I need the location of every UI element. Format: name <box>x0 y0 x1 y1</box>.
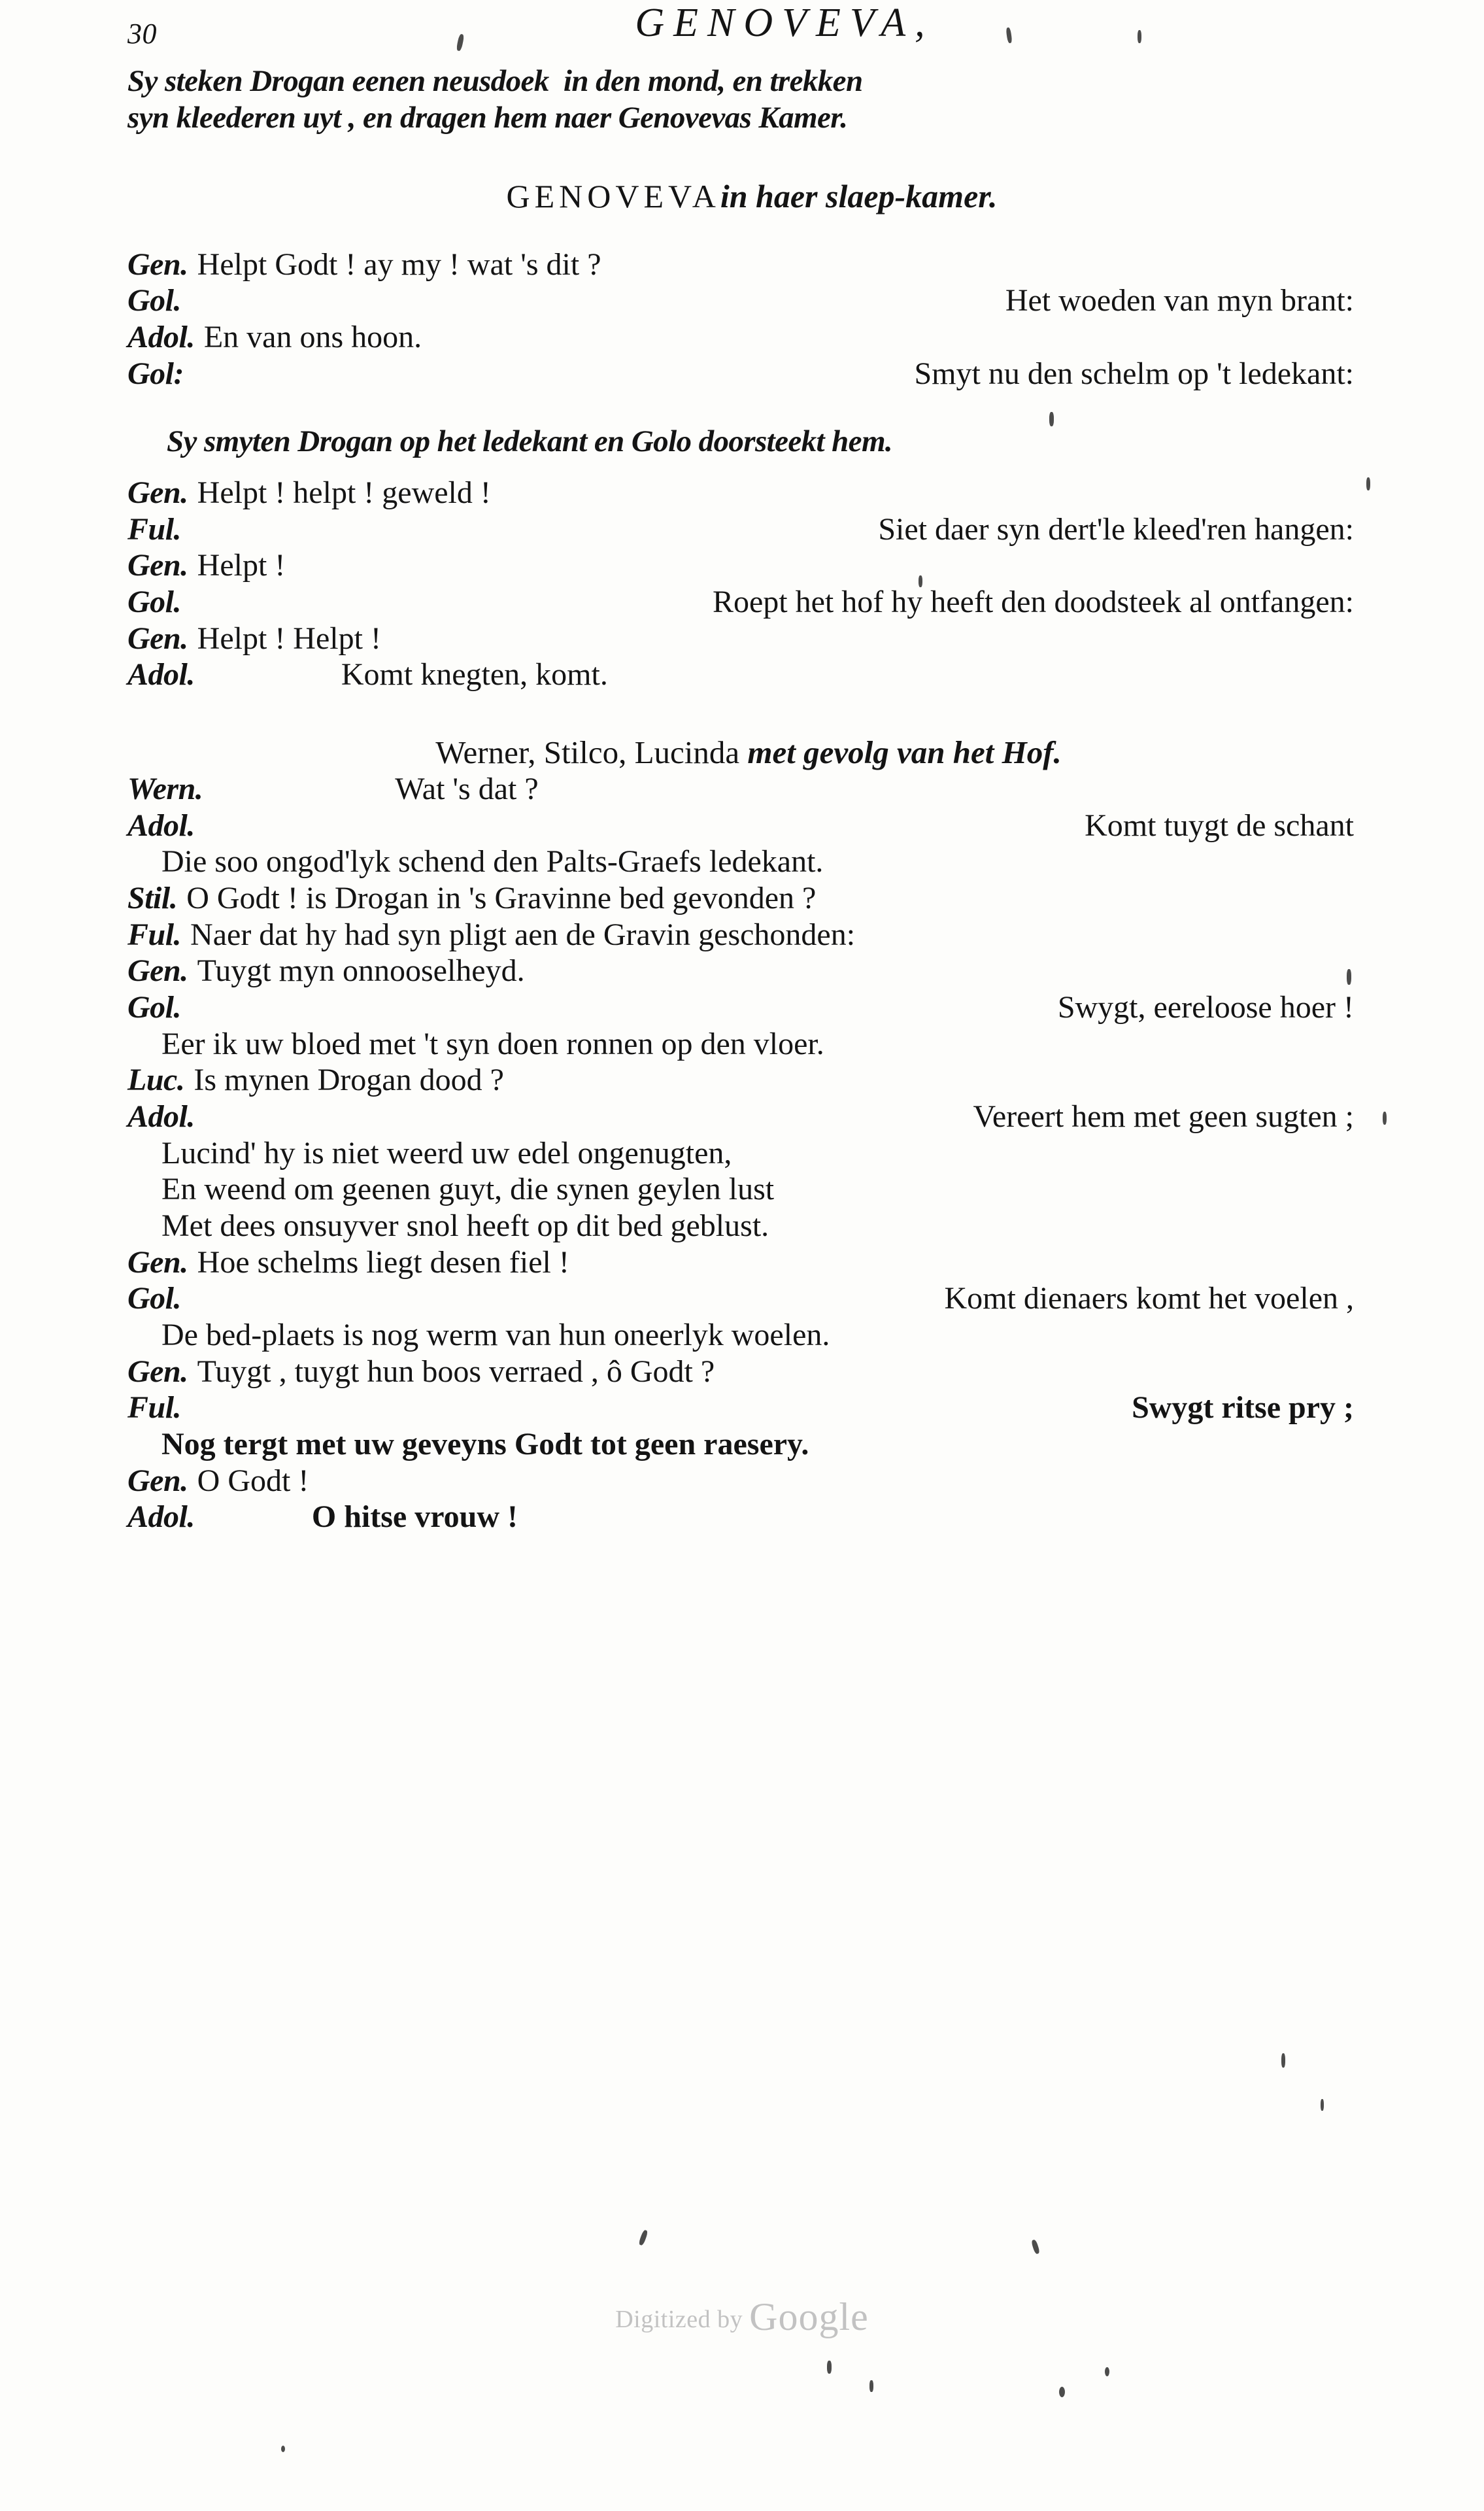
speaker-label: Adol. <box>127 320 195 355</box>
dialogue-text: Smyt nu den schelm op 't ledekant: <box>914 356 1354 391</box>
text-block <box>127 0 1357 1535</box>
dialogue-text: Komt dienaers komt het voelen , <box>944 1281 1354 1316</box>
dialogue-text: Hoe schelms liegt desen fiel ! <box>197 1244 569 1280</box>
scan-speckle <box>1059 2387 1065 2397</box>
dialogue-text: Komt tuygt de schant <box>1085 808 1354 843</box>
dialogue-text: Siet daer syn dert'le kleed'ren hangen: <box>878 511 1354 547</box>
dialogue-line <box>127 1499 1357 1535</box>
speaker-label: Gen. <box>127 247 188 282</box>
scan-speckle <box>1383 1112 1387 1125</box>
dialogue-line <box>127 247 1357 283</box>
dialogue-line <box>127 1062 1357 1099</box>
dialogue-text: En van ons hoon. <box>203 320 422 355</box>
verse-continuation-line: Lucind' hy is niet weerd uw edel ongenugten, <box>161 1135 732 1170</box>
scan-speckle <box>827 2361 832 2374</box>
dialogue-line <box>127 1280 1357 1317</box>
speaker-label: Stil. <box>127 880 178 915</box>
dialogue-line <box>127 1390 1357 1426</box>
digitized-by-google-watermark <box>0 2295 1484 2340</box>
verse-continuation-line: De bed-plaets is nog werm van hun oneerlyk woelen. <box>161 1317 830 1352</box>
dialogue-text: Helpt ! <box>197 548 286 583</box>
dialogue-line <box>127 808 1357 844</box>
dialogue-text: Is mynen Drogan dood ? <box>194 1063 504 1098</box>
scan-speckle <box>1281 2053 1285 2068</box>
scan-speckle <box>869 2380 873 2392</box>
dialogue-line <box>127 584 1357 621</box>
watermark-prefix: Digitized by <box>615 2306 743 2333</box>
speaker-label: Gol. <box>127 1281 181 1316</box>
scan-speckle <box>1366 477 1370 490</box>
dialogue-text: Tuygt , tuygt hun boos verraed , ô Godt ? <box>197 1354 715 1389</box>
dialogue-text: Helpt ! Helpt ! <box>197 621 381 656</box>
speaker-label: Gen. <box>127 1354 188 1389</box>
scan-speckle <box>281 2446 285 2452</box>
dialogue-text: Helpt ! helpt ! geweld ! <box>197 475 491 510</box>
dialogue-text: O Godt ! is Drogan in 's Gravinne bed gevonden ? <box>186 880 817 915</box>
page-header <box>127 0 1357 63</box>
stage-direction-stabbing: Sy smyten Drogan op het ledekant en Golo doorsteekt hem. <box>167 424 893 459</box>
dialogue-text: Het woeden van myn brant: <box>1005 283 1354 318</box>
dialogue-line <box>127 917 1357 953</box>
speaker-label: Adol. <box>127 1099 195 1134</box>
entrance-retinue-note: met gevolg van het Hof. <box>747 734 1062 770</box>
speaker-label: Adol. <box>127 657 195 692</box>
dialogue-text: Roept het hof hy heeft den doodsteek al ontfangen: <box>712 584 1354 619</box>
speaker-label: Ful. <box>127 511 182 547</box>
running-head-title: GENOVEVA, <box>635 1 934 45</box>
stage-direction-opening-line-1: Sy steken Drogan eenen neusdoek in den mond, en trekken <box>127 64 863 98</box>
dialogue-line <box>127 1244 1357 1281</box>
dialogue-line <box>127 319 1357 356</box>
scan-speckle <box>1105 2367 1109 2376</box>
speaker-label: Gen. <box>127 621 188 656</box>
dialogue-line <box>127 1463 1357 1499</box>
entrance-character-names: Werner, Stilco, Lucinda <box>435 734 740 770</box>
dialogue-text: Wat 's dat ? <box>395 771 539 806</box>
speaker-label: Gen. <box>127 1463 188 1498</box>
speaker-label: Luc. <box>127 1063 185 1098</box>
dialogue-line <box>127 657 1357 693</box>
verse-continuation-line: Eer ik uw bloed met 't syn doen ronnen op den vloer. <box>161 1026 824 1061</box>
stage-direction-entrance <box>127 734 1357 771</box>
watermark-brand: Google <box>749 2295 869 2338</box>
dialogue-line <box>127 880 1357 917</box>
verse-continuation-line: Die soo ongod'lyk schend den Palts-Graefs ledekant. <box>161 844 824 880</box>
dialogue-line <box>127 989 1357 1026</box>
dialogue-line <box>127 282 1357 319</box>
dialogue-text: O hitse vrouw ! <box>311 1499 518 1535</box>
scan-speckle <box>1321 2099 1324 2111</box>
dialogue-text: Vereert hem met geen sugten ; <box>973 1099 1354 1134</box>
dialogue-line <box>127 475 1357 511</box>
speaker-label: Gol. <box>127 584 181 619</box>
dialogue-text: Naer dat hy had syn pligt aen de Gravin geschonden: <box>190 917 856 952</box>
speaker-label: Adol. <box>127 808 195 843</box>
dialogue-text: Swygt ritse pry ; <box>1132 1390 1354 1426</box>
verse-continuation-line: Met dees onsuyver snol heeft op dit bed geblust. <box>161 1208 769 1243</box>
dialogue-text: O Godt ! <box>197 1463 309 1498</box>
folio-number: 30 <box>127 18 157 50</box>
dialogue-text: Komt knegten, komt. <box>341 657 608 692</box>
dialogue-text: Swygt, eereloose hoer ! <box>1057 989 1354 1025</box>
scan-speckle <box>1031 2239 1040 2254</box>
dialogue-line <box>127 953 1357 989</box>
dialogue-line <box>127 511 1357 548</box>
dialogue-line <box>127 547 1357 584</box>
dialogue-line <box>127 356 1357 392</box>
stage-direction-opening-line-2: syn kleederen uyt , en dragen hem naer Genovevas Kamer. <box>127 101 848 135</box>
scan-speckle <box>638 2229 649 2246</box>
speaker-label: Ful. <box>127 1390 182 1426</box>
speaker-label: Gen. <box>127 475 188 510</box>
scene-heading <box>127 177 1357 215</box>
dialogue-text: Tuygt myn onnooselheyd. <box>197 953 525 989</box>
speaker-label: Gol: <box>127 356 184 391</box>
dialogue-line <box>127 1354 1357 1390</box>
speaker-label: Gol. <box>127 283 181 318</box>
speaker-label: Gol. <box>127 989 181 1025</box>
scene-heading-location: in haer slaep-kamer. <box>720 177 998 214</box>
dialogue-text: Helpt Godt ! ay my ! wat 's dit ? <box>197 247 601 282</box>
dialogue-line <box>127 1099 1357 1135</box>
speaker-label: Gen. <box>127 1244 188 1280</box>
dialogue-line <box>127 621 1357 657</box>
verse-continuation-line: En weend om geenen guyt, die synen geylen lust <box>161 1172 775 1207</box>
speaker-label: Ful. <box>127 917 182 952</box>
speaker-label: Gen. <box>127 548 188 583</box>
speaker-label: Gen. <box>127 953 188 989</box>
speaker-label: Adol. <box>127 1499 195 1535</box>
scene-heading-character: GENOVEVA <box>506 177 720 214</box>
speaker-label: Wern. <box>127 771 203 806</box>
dialogue-line <box>127 771 1357 808</box>
verse-continuation-line: Nog tergt met uw geveyns Godt tot geen raesery. <box>161 1426 809 1461</box>
